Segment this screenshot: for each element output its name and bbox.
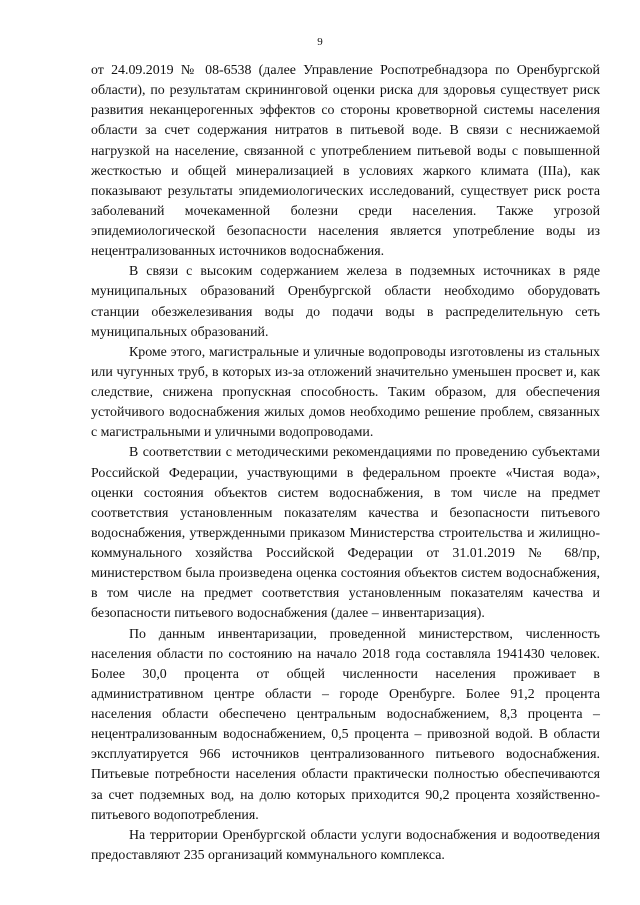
paragraph-3: Кроме этого, магистральные и уличные водопроводы изготовлены из стальных или чугунных труб, в которых из-за отложений значительно уменьшен просвет и, как следствие, снижена пропускная способность. Таким образом, для обеспечения устойчивого водоснабжения жилых домов необходимо решение проблем, связанных с магистральными и уличными водопроводами.	[91, 344, 600, 441]
paragraph-4: В соответствии с методическими рекомендациями по проведению субъектами Российской Федерации, участвующими в федеральном проекте «Чистая вода», оценки состояния объектов систем водоснабжения, в том числе на предмет соответствия установленным показателям качества и безопасности питьевого водоснабжения, утвержденными приказом Министерства строительства и жилищно-коммунального хозяйства Российской Федерации от 31.01.2019 № 68/пр, министерством была произведена оценка состояния объектов систем водоснабжения, в том числе на предмет соответствия установленным показателям качества и безопасности питьевого водоснабжения (далее – инвентаризация).	[91, 445, 600, 622]
paragraph-6: На территории Оренбургской области услуги водоснабжения и водоотведения предоставляют 235 организаций коммунального комплекса.	[91, 827, 600, 863]
page-number: 9	[317, 36, 323, 48]
paragraph-5: По данным инвентаризации, проведенной министерством, численность населения области по состоянию на начало 2018 года составляла 1941430 человек. Более 30,0 процента от общей численности населения проживает в административном центре области – городе Оренбурге. Более 91,2 процента населения области обеспечено центральным водоснабжением, 8,3 процента – нецентрализованным водоснабжением, 0,5 процента – привозной водой. В области эксплуатируется 966 источников централизованного питьевого водоснабжения. Питьевые потребности населения области практически полностью обеспечиваются за счет подземных вод, на долю которых приходится 90,2 процента хозяйственно-питьевого водопотребления.	[91, 626, 600, 823]
paragraph-1: от 24.09.2019 № 08-6538 (далее Управление Роспотребнадзора по Оренбургской области), по результатам скрининговой оценки риска для здоровья существует риск развития неканцерогенных эффектов со стороны кроветворной системы населения области за счет содержания нитратов в питьевой воде. В связи с неснижаемой нагрузкой на население, связанной с употреблением питьевой воды с повышенной жесткостью и общей минерализацией в условиях жаркого климата (IIIa), как показывают результаты эпидемиологических исследований, существует риск роста заболеваний мочекаменной болезни среди населения. Также угрозой эпидемиологической безопасности населения является употребление воды из нецентрализованных источников водоснабжения.	[91, 63, 600, 260]
paragraph-2: В связи с высоким содержанием железа в подземных источниках в ряде муниципальных образований Оренбургской области необходимо оборудовать станции обезжелезивания воды до подачи воды в распределительную сеть муниципальных образований.	[91, 264, 600, 340]
document-body	[91, 61, 600, 866]
